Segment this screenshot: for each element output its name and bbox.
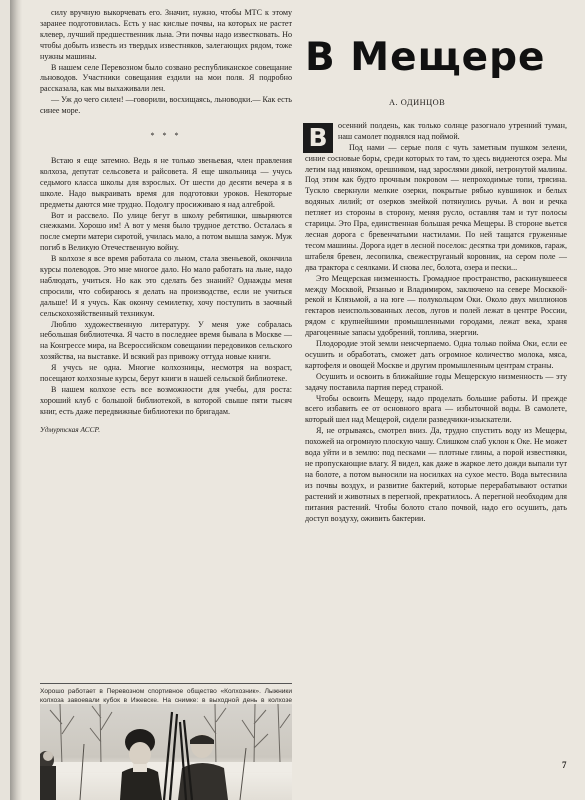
page-binding bbox=[10, 0, 22, 800]
paragraph: Чтобы освоить Мещеру, надо проделать большие работы. И прежде всего избавить ее от основного врага — избыточной воды. В самолете, который шел над Мещерой, сидели разведчики-изыскатели. bbox=[305, 393, 567, 425]
skiers-photo-illustration bbox=[40, 704, 292, 800]
paragraph: Плодородие этой земли неисчерпаемо. Одна только пойма Оки, если ее осушить и обработать, сможет дать огромное количество молока, мяса, картофеля и овощей Москве и другим промышленным центрам страны. bbox=[305, 339, 567, 370]
photo-caption: Хорошо работает в Перевозном спортивное общество «Колхозник». Лыжники колхоза завоевали кубок в Ижевске. На снимке: в выходной день в колхозе bbox=[40, 688, 292, 704]
lead-paragraph bbox=[305, 120, 567, 152]
caption-rule bbox=[40, 683, 292, 684]
paragraph: Вот и рассвело. По улице бегут в школу ребятишки, швыряются снежками. Хорошо им! А вот у меня было трудное детство. Осталась я после смерти матери сиротой, училась мало, а потом вышла замуж. Муж погиб в Великую Отечественную войну. bbox=[40, 210, 292, 253]
lead-text: осенний полдень, как только солнце разогнало утренний туман, наш самолет поднялся над поймой. bbox=[338, 120, 567, 141]
paragraph: В нашем селе Перевозном было созвано республиканское совещание льноводов. Участники совещания ездили на мои поля. Я подробно рассказала, как мы выхаживали лен. bbox=[40, 62, 292, 94]
region-signature: Удмуртская АССР. bbox=[40, 424, 101, 434]
paragraph: Я учусь не одна. Многие колхозницы, несмотря на возраст, посещают колхозные курсы, берут книги в нашей сельской библиотеке. bbox=[40, 363, 292, 384]
section-separator: * * * bbox=[150, 131, 182, 141]
paragraph: В колхозе я все время работала со льном, стала звеньевой, окончила курсы полеводов. Это мне многое дало. Но мало работать на льне, надо наблюдать, учиться. Но как это сделать без знаний? Однажды меня спросили, что собираюсь я делать на производстве, если не учиться дальше! И я учусь. Как окончу семилетку, хочу поступить в заочный сельскохозяйственный техникум. bbox=[40, 254, 292, 318]
paragraph: Я, не отрываясь, смотрел вниз. Да, трудно спустить воду из Мещеры, похожей на огромную плоскую чашу. Слишком слаб уклон к Оке. Не может вода уйти и в землю: под песками — плотные глины, а порой известняки, не пропускающие влагу. Я видел, как даже в жаркое лето дожди выпали тут на болоте, а потом выносили на носилках на сухое место. Вода вытеснила из почвы воздух, и развитие бактерий, которые перерабатывают остатки растений и животных в перегной, прекратилось. А перегной необходим для питания растений. Чтобы болото стало почвой, надо его осушить, дать доступ воздуху, оживить бактерии. bbox=[305, 426, 567, 523]
dropcap-letter: В bbox=[303, 123, 333, 153]
article-column bbox=[305, 36, 567, 524]
paragraph: Люблю художественную литературу. У меня уже собралась небольшая библиотечка. Я часто в последнее время бывала в Москве — на Конгрессе мира, на Всероссийском совещании передовиков сельского хозяйства, на выставке. И всякий раз привожу оттуда новые книги. bbox=[40, 319, 292, 362]
paragraph: Это Мещерская низменность. Громадное пространство, раскинувшееся между Москвой, Рязанью и Владимиром, заключено на севере Москвой-рекой и Клязьмой, а на юге — полукольцом Оки. Около двух миллионов гектаров неиспользованных лесов, лугов и полей лежат в центре России, рядом с крупнейшими промышленными городами, лежат века, храня драгоценные запасы удобрений, топлива, энергии. bbox=[305, 273, 567, 338]
article-author: А. ОДИНЦОВ bbox=[389, 98, 446, 107]
paragraph: Осушить и освоить в ближайшие годы Мещерскую низменность — эту задачу поставила партия перед страной. bbox=[305, 371, 567, 392]
paragraph: В нашем колхозе есть все возможности для учебы, для роста: хороший клуб с большой библиотекой, в которой свыше пяти тысяч книг, есть даже передвижные библиотеки по бригадам. bbox=[40, 385, 292, 416]
skier-left-figure bbox=[40, 751, 56, 800]
page-number: 7 bbox=[562, 760, 567, 770]
article-title: В Мещере bbox=[305, 35, 546, 80]
paragraph: Встаю я еще затемно. Ведь я не только звеньевая, член правления колхоза, депутат сельсовета и райсовета. Я еще школьница — учусь седьмого класса школы для взрослых. От шести до десяти вечера я в школе. Надо выкраивать время для подготовки уроков. Некоторые предметы даются мне трудно. Подолгу просиживаю я над алгеброй. bbox=[40, 155, 292, 209]
paragraph: силу вручную выкорчевать его. Значит, нужно, чтобы МТС к этому заранее подготовилась. Есть у нас кислые почвы, на которых не растет клевер, лучший предшественник льна. Эти почвы надо известковать. Но чтобы добыть известь из твердых известняков, залегающих рядом, тоже нужны машины. bbox=[40, 8, 292, 61]
paragraph: — Уж до чего силен! —говорили, восхищаясь, льноводки.— Как есть синее море. bbox=[40, 95, 292, 116]
magazine-page bbox=[10, 0, 585, 800]
paragraph: Под нами — серые поля с чуть заметным пушком зелени, синие сосновые боры, среди которых то там, то здесь виднеются озера. Мы летим над ивняком, орешником, над зарослями дикой, нетронутой малины. Под этим как будто прочным покровом — непроходимые топи, трясина. Тускло сверкнули мелкие озерки, покрытые рябью кувшинок и белых водяных лилий; от озерков змейкой потянулись ручьи. А вон и речка петляет из стороны в сторону, меняя русло, оставляя там и тут полосы старицы. Это Пра, единственная большая речка Мещеры. В стороне вьется лесная дорога с бревенчатыми настилами. По ней тащатся груженные тесом машины. Дорога идет в лесной поселок: десятка три домиков, гараж, штабеля бревен, лесопилка, свежеструганый коровник, на сером поле — два трактора с сеялками. И снова лес, болота, озера и пески... bbox=[305, 142, 567, 272]
left-column bbox=[40, 8, 292, 436]
skiers-photo bbox=[40, 704, 292, 800]
